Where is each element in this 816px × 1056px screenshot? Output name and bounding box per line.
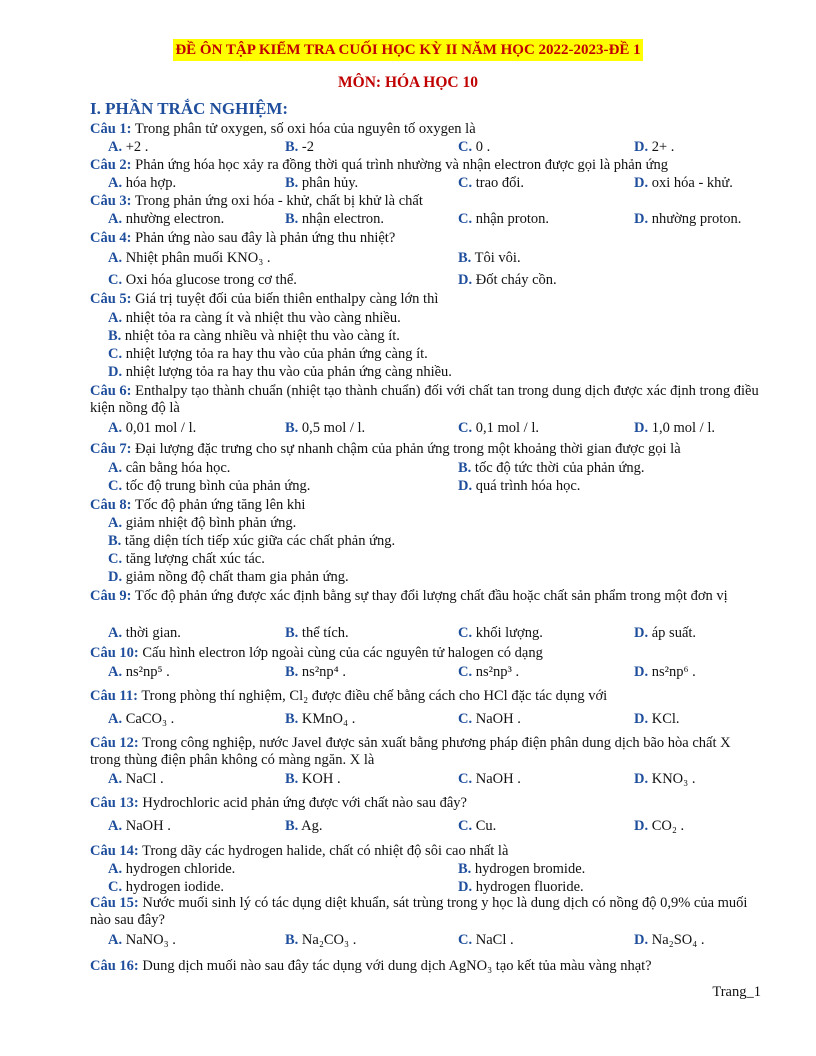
exam-number: ĐỀ 1 xyxy=(608,42,641,58)
option-text: giảm nồng độ chất tham gia phản ứng. xyxy=(122,569,349,585)
option-letter: C. xyxy=(458,139,473,155)
question-10-option-a[interactable] xyxy=(108,664,170,681)
option-letter: B. xyxy=(285,139,299,155)
option-text: thể tích. xyxy=(298,625,349,641)
question-11 xyxy=(90,688,762,705)
option-text: quá trình hóa học. xyxy=(472,478,581,494)
option-text: hydrogen fluoride. xyxy=(472,879,584,895)
question-text: Giá trị tuyệt đối của biến thiên enthalpy càng lớn thì xyxy=(131,291,439,307)
option-text: giảm nhiệt độ bình phản ứng. xyxy=(122,515,297,531)
option-text: Cu. xyxy=(472,818,497,834)
option-letter: B. xyxy=(285,932,299,948)
question-text: Phản ứng nào sau đây là phản ứng thu nhiệt? xyxy=(131,230,396,246)
option-letter: A. xyxy=(108,460,123,476)
option-letter: B. xyxy=(285,664,299,680)
option-letter: C. xyxy=(458,932,473,948)
option-letter: C. xyxy=(108,551,123,567)
option-text: phân hủy. xyxy=(298,175,359,191)
option-text: Ag. xyxy=(298,818,323,834)
exam-subject: MÔN: HÓA HỌC 10 xyxy=(338,74,478,91)
question-13-option-a[interactable] xyxy=(108,818,171,835)
option-text: nhận proton. xyxy=(472,211,550,227)
question-text: Trong phản ứng oxi hóa - khử, chất bị khử là chất xyxy=(131,193,423,209)
question-text: Tốc độ phản ứng tăng lên khi xyxy=(131,497,306,513)
question-label: Câu 13: xyxy=(90,795,139,811)
option-text: tốc độ tức thời của phản ứng. xyxy=(471,460,645,476)
question-label: Câu 15: xyxy=(90,895,139,911)
question-text: Tốc độ phản ứng được xác định bằng sự thay đổi lượng chất đầu hoặc chất sản phẩm trong một đơn vị xyxy=(131,588,728,604)
option-letter: D. xyxy=(634,420,649,436)
question-10 xyxy=(90,645,762,662)
option-letter: A. xyxy=(108,818,123,834)
option-text: CaCO₃ . xyxy=(122,711,175,727)
option-letter: A. xyxy=(108,664,123,680)
option-letter: D. xyxy=(634,711,649,727)
question-13-option-c[interactable] xyxy=(458,818,496,835)
option-text: 0,01 mol / l. xyxy=(122,420,197,436)
option-letter: D. xyxy=(108,364,123,380)
option-letter: A. xyxy=(108,211,123,227)
question-text: Phản ứng hóa học xảy ra đồng thời quá trình nhường và nhận electron được gọi là phản ứng xyxy=(131,157,668,173)
option-letter: B. xyxy=(108,328,122,344)
question-5-option-d[interactable] xyxy=(108,364,452,381)
option-letter: A. xyxy=(108,250,123,266)
option-text: nhiệt tỏa ra càng nhiều và nhiệt thu vào càng ít. xyxy=(121,328,400,344)
question-12-option-d[interactable] xyxy=(634,771,695,788)
question-5-option-c[interactable] xyxy=(108,346,428,363)
option-letter: C. xyxy=(108,879,123,895)
option-letter: B. xyxy=(458,460,472,476)
question-15-option-b[interactable] xyxy=(285,932,356,949)
question-14 xyxy=(90,843,762,860)
option-letter: B. xyxy=(285,420,299,436)
option-letter: A. xyxy=(108,771,123,787)
question-label: Câu 14: xyxy=(90,843,139,859)
question-text: Cấu hình electron lớp ngoài cùng của các nguyên tử halogen có dạng xyxy=(138,645,543,661)
option-letter: A. xyxy=(108,861,123,877)
question-12-option-b[interactable] xyxy=(285,771,341,788)
option-text: oxi hóa - khử. xyxy=(648,175,733,191)
question-4-option-b[interactable] xyxy=(458,250,521,267)
option-letter: C. xyxy=(458,771,473,787)
question-7-option-b[interactable] xyxy=(458,460,644,477)
option-text: NaOH . xyxy=(472,771,521,787)
option-text: thời gian. xyxy=(122,625,181,641)
option-text: nhường electron. xyxy=(122,211,225,227)
question-7-option-d[interactable] xyxy=(458,478,580,495)
question-13-option-b[interactable] xyxy=(285,818,322,835)
option-text: áp suất. xyxy=(648,625,697,641)
option-text: 0 . xyxy=(472,139,491,155)
question-text: Đại lượng đặc trưng cho sự nhanh chậm của phản ứng trong một khoảng thời gian được gọi là xyxy=(131,441,681,457)
option-text: hydrogen bromide. xyxy=(471,861,586,877)
question-3-option-b[interactable] xyxy=(285,211,384,228)
option-letter: B. xyxy=(285,175,299,191)
question-3-option-c[interactable] xyxy=(458,211,549,228)
option-text: NaNO₃ . xyxy=(122,932,176,948)
question-2 xyxy=(90,157,762,174)
question-14-option-b[interactable] xyxy=(458,861,585,878)
question-9-option-a[interactable] xyxy=(108,625,181,642)
option-text: NaCl . xyxy=(122,771,164,787)
question-14-option-d[interactable] xyxy=(458,879,584,896)
page-number: Trang_1 xyxy=(712,984,761,1000)
option-letter: C. xyxy=(458,625,473,641)
question-4 xyxy=(90,230,762,247)
option-letter: A. xyxy=(108,932,123,948)
question-10-option-b[interactable] xyxy=(285,664,346,681)
question-text: Hydrochloric acid phản ứng được với chất nào sau đây? xyxy=(138,795,467,811)
option-letter: A. xyxy=(108,310,123,326)
option-text: 0,1 mol / l. xyxy=(472,420,539,436)
option-letter: D. xyxy=(634,771,649,787)
option-text: Tôi vôi. xyxy=(471,250,521,266)
option-text: trao đổi. xyxy=(472,175,525,191)
option-letter: A. xyxy=(108,420,123,436)
option-letter: B. xyxy=(285,711,299,727)
question-6-option-a[interactable] xyxy=(108,420,196,437)
option-text: nhường proton. xyxy=(648,211,742,227)
option-text: Oxi hóa glucose trong cơ thể. xyxy=(122,272,297,288)
question-11-option-b[interactable] xyxy=(285,711,355,728)
option-letter: D. xyxy=(634,139,649,155)
question-15-option-a[interactable] xyxy=(108,932,176,949)
question-3-option-a[interactable] xyxy=(108,211,224,228)
option-letter: B. xyxy=(458,861,472,877)
question-6 xyxy=(90,383,762,417)
question-7 xyxy=(90,441,762,458)
question-4-option-c[interactable] xyxy=(108,272,297,289)
option-text: tốc độ trung bình của phản ứng. xyxy=(122,478,311,494)
question-8-option-c[interactable] xyxy=(108,551,265,568)
question-1-option-d[interactable] xyxy=(634,139,674,156)
question-4-option-d[interactable] xyxy=(458,272,557,289)
option-text: cân bằng hóa học. xyxy=(122,460,231,476)
option-letter: D. xyxy=(458,879,473,895)
question-text: Nước muối sinh lý có tác dụng diệt khuẩn, sát trùng trong y học là dung dịch có nồng độ 0,9% của muối nào sau đây? xyxy=(90,895,748,928)
option-text: Đốt cháy cồn. xyxy=(472,272,557,288)
question-1 xyxy=(90,121,762,138)
question-5 xyxy=(90,291,762,308)
question-label: Câu 4: xyxy=(90,230,132,246)
option-letter: C. xyxy=(458,211,473,227)
question-14-option-c[interactable] xyxy=(108,879,224,896)
question-label: Câu 5: xyxy=(90,291,132,307)
option-letter: D. xyxy=(634,664,649,680)
question-10-option-c[interactable] xyxy=(458,664,519,681)
option-letter: B. xyxy=(285,211,299,227)
question-1-option-a[interactable] xyxy=(108,139,148,156)
option-letter: B. xyxy=(285,771,299,787)
option-text: Na₂CO₃ . xyxy=(298,932,357,948)
question-text: Dung dịch muối nào sau đây tác dụng với dung dịch AgNO₃ tạo kết tủa màu vàng nhạt? xyxy=(138,958,652,974)
exam-title-main: ĐỀ ÔN TẬP KIỂM TRA CUỐI HỌC KỲ II NĂM HỌC 2022-2023- xyxy=(175,42,609,58)
option-text: CO₂ . xyxy=(648,818,685,834)
question-9 xyxy=(90,588,762,605)
question-text: Trong phòng thí nghiệm, Cl₂ được điều chế bằng cách cho HCl đặc tác dụng với xyxy=(137,688,608,704)
question-13 xyxy=(90,795,762,812)
question-11-option-c[interactable] xyxy=(458,711,521,728)
question-15-option-d[interactable] xyxy=(634,932,705,949)
question-2-option-b[interactable] xyxy=(285,175,358,192)
question-6-option-c[interactable] xyxy=(458,420,539,437)
question-10-option-d[interactable] xyxy=(634,664,696,681)
option-text: hydrogen chloride. xyxy=(122,861,236,877)
option-letter: C. xyxy=(108,272,123,288)
option-letter: C. xyxy=(458,818,473,834)
question-3-option-d[interactable] xyxy=(634,211,741,228)
option-letter: D. xyxy=(634,818,649,834)
question-5-option-a[interactable] xyxy=(108,310,401,327)
option-text: KMnO₄ . xyxy=(298,711,356,727)
option-text: NaOH . xyxy=(472,711,521,727)
option-letter: B. xyxy=(108,533,122,549)
question-8-option-d[interactable] xyxy=(108,569,349,586)
question-label: Câu 16: xyxy=(90,958,139,974)
question-text: Enthalpy tạo thành chuẩn (nhiệt tạo thành chuẩn) đối với chất tan trong dung dịch được xác định trong điều kiện nồng độ là xyxy=(90,383,759,416)
question-label: Câu 1: xyxy=(90,121,132,137)
option-text: nhiệt tỏa ra càng ít và nhiệt thu vào càng nhiều. xyxy=(122,310,401,326)
exam-title xyxy=(0,42,816,59)
question-label: Câu 2: xyxy=(90,157,132,173)
option-letter: D. xyxy=(108,569,123,585)
option-text: -2 xyxy=(298,139,315,155)
option-text: ns²np⁵ . xyxy=(122,664,170,680)
question-7-option-a[interactable] xyxy=(108,460,230,477)
option-letter: C. xyxy=(108,478,123,494)
question-label: Câu 7: xyxy=(90,441,132,457)
question-11-option-d[interactable] xyxy=(634,711,680,728)
option-text: tăng diện tích tiếp xúc giữa các chất phản ứng. xyxy=(121,533,396,549)
option-letter: D. xyxy=(634,211,649,227)
option-text: ns²np³ . xyxy=(472,664,520,680)
question-12-option-a[interactable] xyxy=(108,771,164,788)
question-6-option-d[interactable] xyxy=(634,420,715,437)
question-7-option-c[interactable] xyxy=(108,478,310,495)
option-text: nhận electron. xyxy=(298,211,385,227)
option-text: Nhiệt phân muối KNO₃ . xyxy=(122,250,271,266)
question-label: Câu 8: xyxy=(90,497,132,513)
question-text: Trong dãy các hydrogen halide, chất có nhiệt độ sôi cao nhất là xyxy=(138,843,509,859)
option-text: KOH . xyxy=(298,771,341,787)
option-letter: B. xyxy=(458,250,472,266)
option-text: 0,5 mol / l. xyxy=(298,420,366,436)
option-letter: A. xyxy=(108,139,123,155)
question-8-option-a[interactable] xyxy=(108,515,296,532)
option-letter: C. xyxy=(458,711,473,727)
question-8 xyxy=(90,497,762,514)
option-letter: C. xyxy=(458,420,473,436)
question-1-option-c[interactable] xyxy=(458,139,490,156)
option-letter: D. xyxy=(634,625,649,641)
option-text: nhiệt lượng tỏa ra hay thu vào của phản ứng càng ít. xyxy=(122,346,428,362)
question-label: Câu 6: xyxy=(90,383,132,399)
option-letter: D. xyxy=(458,478,473,494)
option-text: 2+ . xyxy=(648,139,675,155)
question-label: Câu 3: xyxy=(90,193,132,209)
question-5-option-b[interactable] xyxy=(108,328,400,345)
option-text: KNO₃ . xyxy=(648,771,696,787)
question-8-option-b[interactable] xyxy=(108,533,395,550)
option-text: Na₂SO₄ . xyxy=(648,932,705,948)
option-text: hydrogen iodide. xyxy=(122,879,224,895)
option-letter: C. xyxy=(458,175,473,191)
question-9-option-b[interactable] xyxy=(285,625,349,642)
question-1-option-b[interactable] xyxy=(285,139,314,156)
option-letter: B. xyxy=(285,818,299,834)
question-13-option-d[interactable] xyxy=(634,818,684,835)
option-letter: C. xyxy=(458,664,473,680)
question-12-option-c[interactable] xyxy=(458,771,521,788)
question-label: Câu 9: xyxy=(90,588,132,604)
question-15-option-c[interactable] xyxy=(458,932,514,949)
option-text: KCl. xyxy=(648,711,680,727)
question-3 xyxy=(90,193,762,210)
option-text: nhiệt lượng tỏa ra hay thu vào của phản ứng càng nhiều. xyxy=(122,364,452,380)
question-12 xyxy=(90,735,762,769)
option-text: ns²np⁴ . xyxy=(298,664,346,680)
option-letter: A. xyxy=(108,175,123,191)
question-14-option-a[interactable] xyxy=(108,861,235,878)
option-letter: A. xyxy=(108,625,123,641)
option-text: khối lượng. xyxy=(472,625,543,641)
question-label: Câu 12: xyxy=(90,735,139,751)
option-text: tăng lượng chất xúc tác. xyxy=(122,551,265,567)
section-heading: I. PHẦN TRẮC NGHIỆM: xyxy=(90,99,289,118)
question-6-option-b[interactable] xyxy=(285,420,365,437)
option-letter: D. xyxy=(458,272,473,288)
question-15 xyxy=(90,895,762,929)
question-2-option-a[interactable] xyxy=(108,175,176,192)
option-text: hóa hợp. xyxy=(122,175,177,191)
option-text: NaOH . xyxy=(122,818,171,834)
question-9-option-c[interactable] xyxy=(458,625,543,642)
question-label: Câu 11: xyxy=(90,688,138,704)
option-letter: B. xyxy=(285,625,299,641)
question-16 xyxy=(90,958,762,975)
option-letter: D. xyxy=(634,932,649,948)
question-2-option-c[interactable] xyxy=(458,175,524,192)
option-text: ns²np⁶ . xyxy=(648,664,696,680)
option-letter: A. xyxy=(108,515,123,531)
question-label: Câu 10: xyxy=(90,645,139,661)
option-letter: D. xyxy=(634,175,649,191)
option-text: +2 . xyxy=(122,139,149,155)
option-letter: C. xyxy=(108,346,123,362)
question-4-option-a[interactable] xyxy=(108,250,271,267)
option-text: NaCl . xyxy=(472,932,514,948)
option-text: 1,0 mol / l. xyxy=(648,420,715,436)
question-2-option-d[interactable] xyxy=(634,175,733,192)
question-text: Trong phân tử oxygen, số oxi hóa của nguyên tố oxygen là xyxy=(131,121,476,137)
question-9-option-d[interactable] xyxy=(634,625,696,642)
option-letter: A. xyxy=(108,711,123,727)
question-11-option-a[interactable] xyxy=(108,711,174,728)
question-text: Trong công nghiệp, nước Javel được sản xuất bằng phương pháp điện phân dung dịch bão hòa chất X trong thùng điện phân không có màng ngăn. X là xyxy=(90,735,731,768)
